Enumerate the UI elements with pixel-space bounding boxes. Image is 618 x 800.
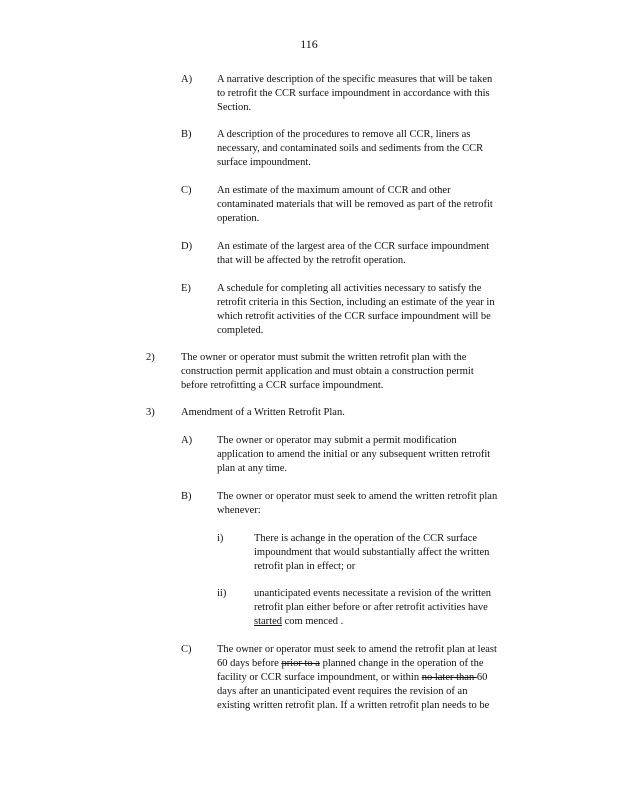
deleted-text: no later than bbox=[421, 672, 477, 683]
text-line: The owner or operator must seek to amend the retrofit plan at least bbox=[217, 644, 497, 655]
text-line: A description of the procedures to remove all CCR, liners as bbox=[217, 129, 471, 140]
text-line: construction permit application and must obtain a construction permit bbox=[181, 366, 474, 377]
text-fragment: 60 days before bbox=[217, 658, 282, 669]
text-line: retrofit criteria in this Section, including an estimate of the year in bbox=[217, 297, 495, 308]
clause-label: ii) bbox=[217, 588, 227, 599]
paragraph-label: A) bbox=[181, 435, 193, 446]
text-line: existing written retrofit plan. If a written retrofit plan needs to be bbox=[217, 700, 490, 711]
text-line: The owner or operator must seek to amend the written retrofit plan bbox=[217, 491, 498, 502]
text-line: An estimate of the largest area of the CCR surface impoundment bbox=[217, 241, 490, 252]
paragraph-label: E) bbox=[181, 283, 191, 294]
text-line: which retrofit activities of the CCR surface impoundment will be bbox=[217, 311, 491, 322]
paragraph-label: B) bbox=[181, 129, 192, 140]
text-line: to retrofit the CCR surface impoundment in accordance with this bbox=[217, 88, 490, 99]
text-line: days after an unanticipated event requires the revision of an bbox=[217, 686, 468, 697]
text-fragment: 60 bbox=[476, 672, 488, 683]
text-line: plan at any time. bbox=[217, 463, 287, 474]
text-line bbox=[217, 671, 535, 685]
text-line: completed. bbox=[217, 325, 264, 336]
text-line: whenever: bbox=[217, 505, 261, 516]
paragraph-label: D) bbox=[181, 241, 193, 252]
paragraph-label: B) bbox=[181, 491, 192, 502]
subsection-label: 3) bbox=[146, 407, 155, 418]
text-line: Section. bbox=[217, 102, 252, 113]
subsection-heading: Amendment of a Written Retrofit Plan. bbox=[181, 407, 345, 418]
text-line: The owner or operator must submit the written retrofit plan with the bbox=[181, 352, 467, 363]
text-line: contaminated materials that will be removed as part of the retrofit bbox=[217, 199, 493, 210]
text-line bbox=[217, 657, 535, 671]
text-line: necessary, and contaminated soils and sediments from the CCR bbox=[217, 143, 484, 154]
paragraph-label: A) bbox=[181, 74, 193, 85]
text-line: before retrofitting a CCR surface impoundment. bbox=[181, 380, 384, 391]
paragraph-label: C) bbox=[181, 644, 192, 655]
text-line: A schedule for completing all activities necessary to satisfy the bbox=[217, 283, 482, 294]
inserted-text: started bbox=[254, 616, 282, 627]
deleted-text: prior to a bbox=[281, 658, 320, 669]
text-line bbox=[254, 615, 520, 629]
subsection-label: 2) bbox=[146, 352, 155, 363]
text-line: An estimate of the maximum amount of CCR and other bbox=[217, 185, 451, 196]
text-fragment: com menced . bbox=[282, 616, 344, 627]
text-line: retrofit plan in effect; or bbox=[254, 561, 356, 572]
text-line: A narrative description of the specific measures that will be taken bbox=[217, 74, 493, 85]
paragraph-label: C) bbox=[181, 185, 192, 196]
text-fragment: planned change in the operation of the bbox=[319, 658, 484, 669]
text-fragment: facility or CCR surface impoundment, or within bbox=[217, 672, 422, 683]
clause-label: i) bbox=[217, 533, 224, 544]
text-line: The owner or operator may submit a permit modification bbox=[217, 435, 457, 446]
text-line: impoundment that would substantially affect the written bbox=[254, 547, 490, 558]
text-line: operation. bbox=[217, 213, 260, 224]
text-line: retrofit plan either before or after retrofit activities have bbox=[254, 602, 488, 613]
text-line: unanticipated events necessitate a revision of the written bbox=[254, 588, 492, 599]
text-line: that will be affected by the retrofit operation. bbox=[217, 255, 406, 266]
text-line: There is achange in the operation of the CCR surface bbox=[254, 533, 478, 544]
text-line: surface impoundment. bbox=[217, 157, 311, 168]
text-line: application to amend the initial or any subsequent written retrofit bbox=[217, 449, 491, 460]
page-number: 116 bbox=[300, 37, 318, 51]
